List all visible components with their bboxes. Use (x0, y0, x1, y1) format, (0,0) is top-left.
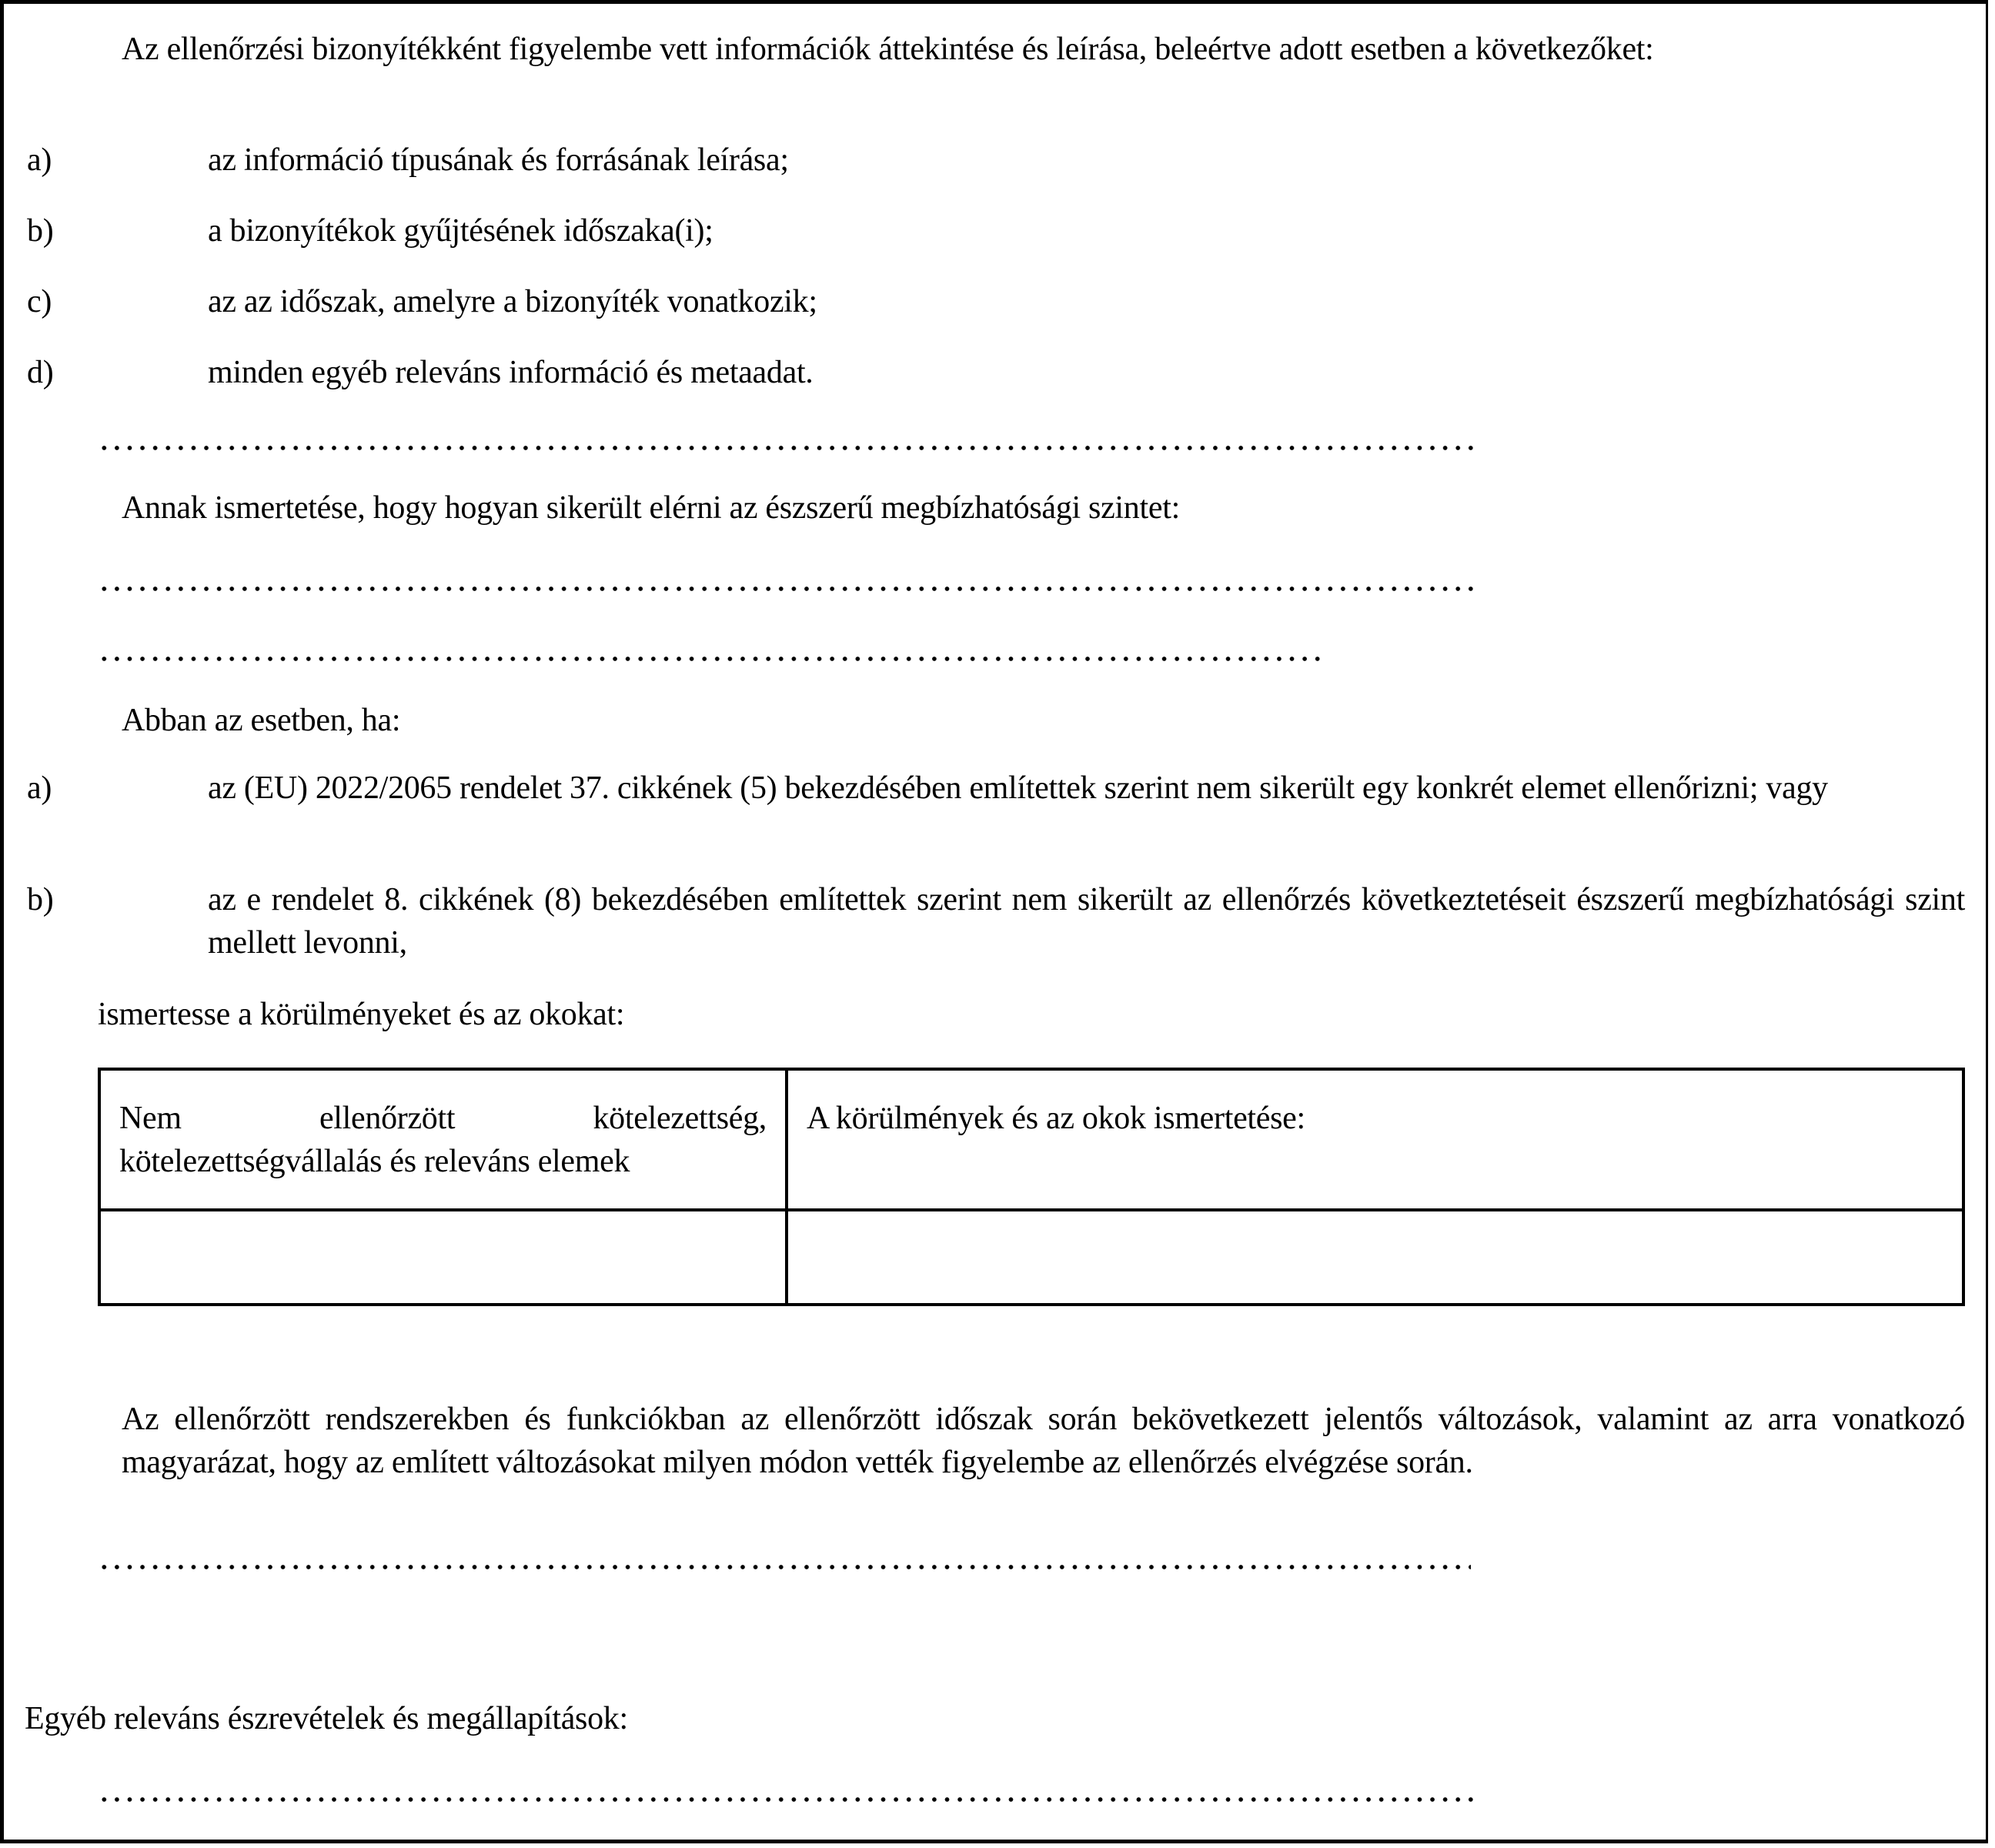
evidence-item-label-d: d) (27, 355, 54, 390)
unverified-items-table (98, 1068, 1965, 1306)
table-header-unverified-obligations: Nem ellenőrzött kötelezettség, kötelezettségvállalás és releváns elemek (99, 1069, 787, 1210)
evidence-item-label-b: b) (27, 213, 54, 249)
cases-intro: Abban az esetben, ha: (122, 703, 401, 738)
evidence-answer-field[interactable] (98, 440, 1475, 456)
cases-outro: ismertesse a körülményeket és az okokat: (98, 997, 625, 1032)
assurance-answer-field-2[interactable] (98, 651, 1323, 667)
evidence-item-text-a: az információ típusának és forrásának leírása; (208, 142, 789, 178)
table-cell-unverified-obligation-input[interactable] (99, 1210, 787, 1305)
cases-item-label-b: b) (27, 882, 54, 917)
other-answer-field[interactable] (98, 1792, 1475, 1807)
evidence-item-text-c: az az időszak, amelyre a bizonyíték vonatkozik; (208, 284, 817, 319)
cases-item-label-a: a) (27, 770, 52, 806)
assurance-prompt: Annak ismertetése, hogy hogyan sikerült elérni az észszerű megbízhatósági szintet: (122, 490, 1180, 526)
evidence-item-text-d: minden egyéb releváns információ és metaadat. (208, 355, 814, 390)
assurance-answer-field-1[interactable] (98, 581, 1475, 597)
cases-item-text-b: az e rendelet 8. cikkének (8) bekezdésében említettek szerint nem sikerült az ellenőrzés következtetéseit észszerű megbízhatósági szint mellett levonni, (208, 882, 1965, 961)
changes-prompt: Az ellenőrzött rendszerekben és funkciókban az ellenőrzött időszak során bekövetkezett jelentős változások, valamint az arra vonatkozó magyarázat, hogy az említett változásokat milyen módon vették figyelembe az ellenőrzés elvégzése során. (122, 1402, 1965, 1480)
table-header-row (99, 1069, 1963, 1210)
evidence-item-label-a: a) (27, 142, 52, 178)
cases-item-text-a: az (EU) 2022/2065 rendelet 37. cikkének (5) bekezdésében említettek szerint nem sikerült egy konkrét elemet ellenőrizni; vagy (208, 770, 1828, 806)
table-header-circumstances: A körülmények és az okok ismertetése: (787, 1069, 1963, 1210)
evidence-item-label-c: c) (27, 284, 52, 319)
table-cell-circumstances-input[interactable] (787, 1210, 1963, 1305)
evidence-intro: Az ellenőrzési bizonyítékként figyelembe vett információk áttekintése és leírása, beleértve adott esetben a következőket: (122, 32, 1654, 67)
changes-answer-field[interactable] (98, 1559, 1471, 1575)
evidence-item-text-b: a bizonyítékok gyűjtésének időszaka(i); (208, 213, 713, 249)
other-prompt: Egyéb releváns észrevételek és megállapítások: (25, 1701, 628, 1736)
table-row (99, 1210, 1963, 1305)
